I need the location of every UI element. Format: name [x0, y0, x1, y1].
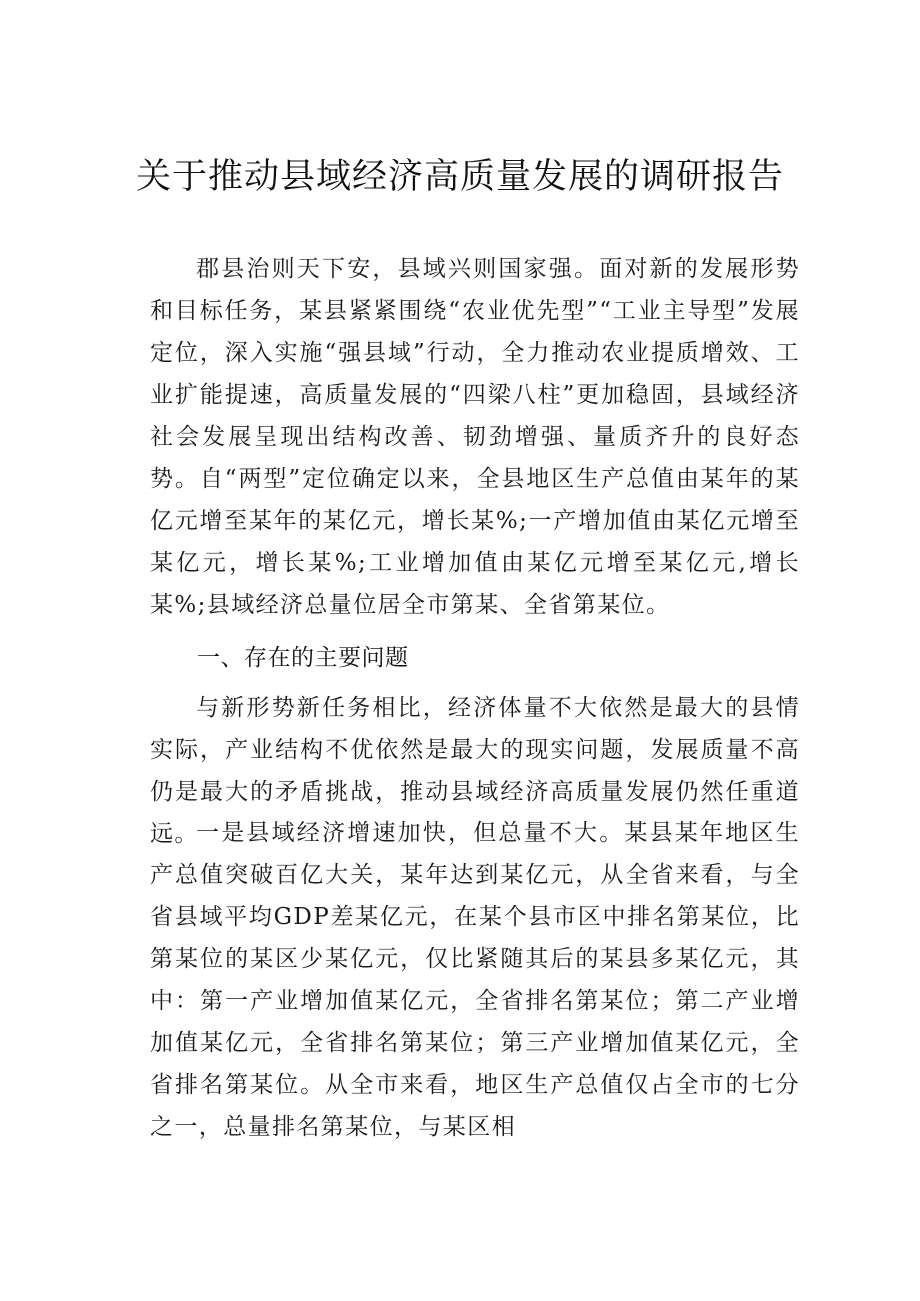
intro-paragraph: 郡县治则天下安，县域兴则国家强。面对新的发展形势和目标任务，某县紧紧围绕“农业优先型”“工业主导型”发展定位，深入实施“强县域”行动，全力推动农业提质增效、工业扩能提速，高质量发展的“四梁八柱”更加稳固，县域经济社会发展呈现出结构改善、韧劲增强、量质齐升的良好态势。自“两型”定位确定以来，全县地区生产总值由某年的某亿元增至某年的某亿元，增长某%;一产增加值由某亿元增至某亿元，增长某%;工业增加值由某亿元增至某亿元,增长某%;县域经济总量位居全市第某、全省第某位。: [150, 256, 800, 618]
economy-scale-paragraph: 一是县域经济增速加快，但总量不大。某县某年地区生产总值突破百亿大关，某年达到某亿元，从全省来看，与全省县域平均GDP差某亿元，在某个县市区中排名第某位，比第某位的某区少某亿元，仅比紧随其后的某县多某亿元，其中：第一产业增加值某亿元，全省排名第某位；第二产业增加值某亿元，全省排名第某位；第三产业增加值某亿元，全省排名第某位。从全市来看，地区生产总值仅占全市的七分之一，总量排名第某位，与某区相: [150, 820, 800, 1140]
section-heading: 一、存在的主要问题: [197, 645, 409, 671]
document-title: 关于推动县域经济高质量发展的调研报告: [135, 157, 784, 197]
problem-summary-paragraph: 与新形势新任务相比，经济体量不大依然是最大的县情实际，产业结构不优依然是最大的现实问题，发展质量不高仍是最大的矛盾挑战，推动县域经济高质量发展仍然任重道远。: [150, 695, 800, 847]
